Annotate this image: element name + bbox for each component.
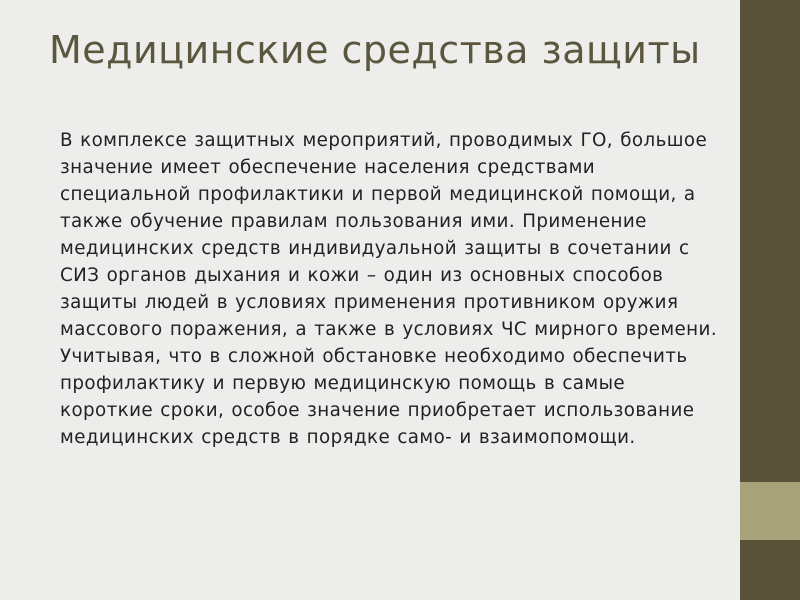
slide-title: Медицинские средства защиты [49,28,701,72]
slide-body-text: В комплексе защитных мероприятий, проводимых ГО, большое значение имеет обеспечение населения средствами специальной профилактики и первой медицинской помощи, а также обучение правилам пользования ими. Применение медицинских средств индивидуальной защиты в сочетании с СИЗ органов дыхания и кожи – один из основных способов защиты людей в условиях применения противником оружия массового поражения, а также в условиях ЧС мирного времени. Учитывая, что в сложной обстановке необходимо обеспечить профилактику и первую медицинскую помощь в самые короткие сроки, особое значение приобретает использование медицинских средств в порядке само- и взаимопомощи. [60,130,718,448]
decorative-side-bar-accent [740,482,800,540]
